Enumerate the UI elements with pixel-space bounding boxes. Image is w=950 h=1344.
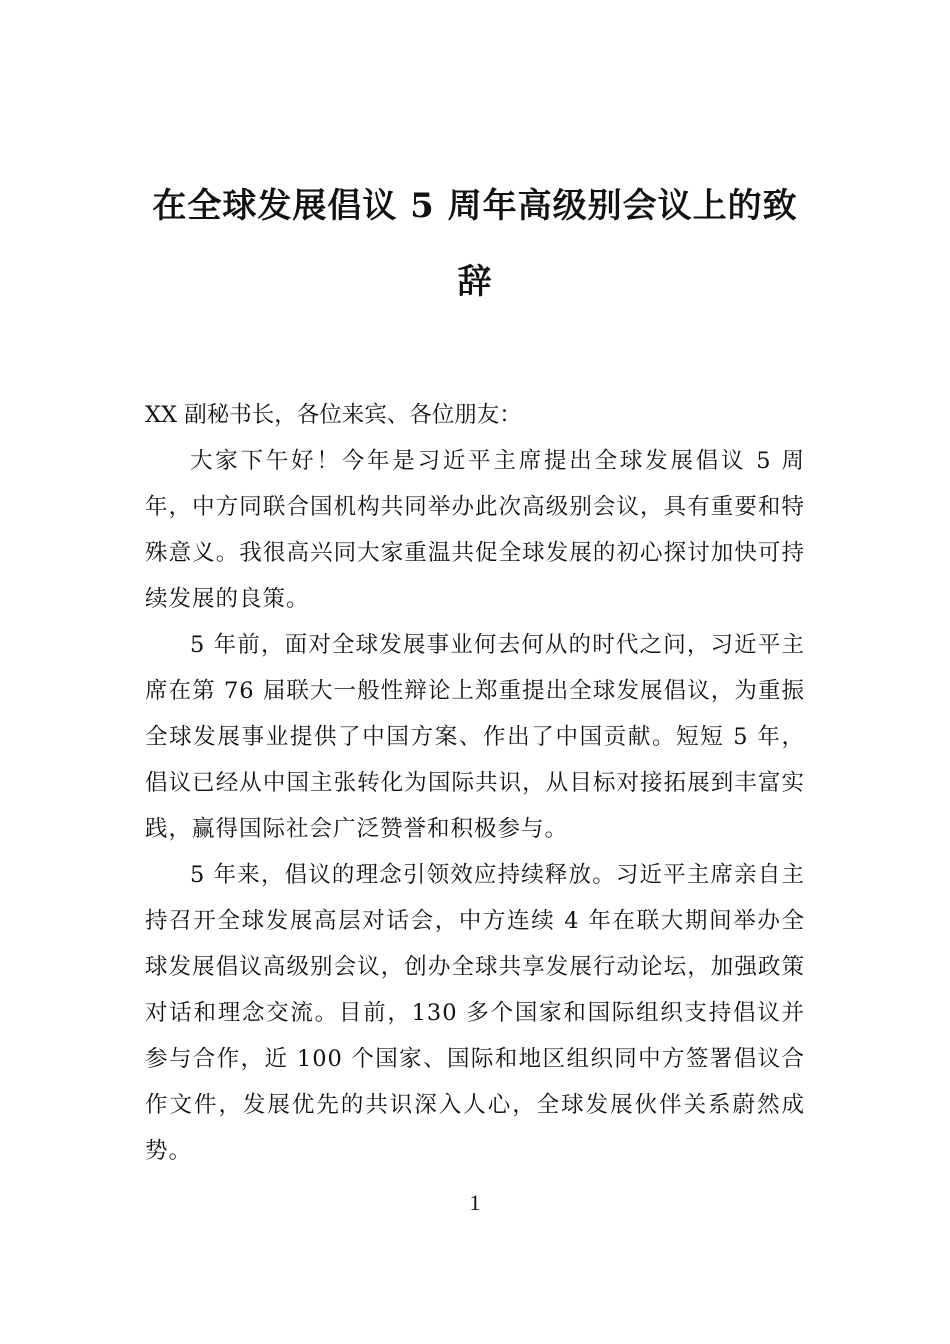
salutation: XX 副秘书长，各位来宾、各位朋友： — [145, 402, 522, 428]
document-body — [145, 392, 805, 1174]
paragraph-2: 5 年前，面对全球发展事业何去何从的时代之问，习近平主席在第 76 届联大一般性辩论上郑重提出全球发展倡议，为重振全球发展事业提供了中国方案、作出了中国贡献。短短 5 年，倡议已经从中国主张转化为国际共识，从目标对接拓展到丰富实践，赢得国际社会广泛赞誉和积极参与。 — [145, 632, 805, 842]
page-number: 1 — [469, 1190, 481, 1215]
document-title: 在全球发展倡议 5 周年高级别会议上的致辞 — [152, 186, 798, 302]
paragraph-1: 大家下午好！今年是习近平主席提出全球发展倡议 5 周年，中方同联合国机构共同举办此次高级别会议，具有重要和特殊意义。我很高兴同大家重温共促全球发展的初心探讨加快可持续发展的良策。 — [145, 448, 805, 612]
paragraph-3: 5 年来，倡议的理念引领效应持续释放。习近平主席亲自主持召开全球发展高层对话会，中方连续 4 年在联大期间举办全球发展倡议高级别会议，创办全球共享发展行动论坛，加强政策对话和理念交流。目前，130 多个国家和国际组织支持倡议并参与合作，近 100 个国家、国际和地区组织同中方签署倡议合作文件，发展优先的共识深入人心，全球发展伙伴关系蔚然成势。 — [145, 862, 805, 1164]
